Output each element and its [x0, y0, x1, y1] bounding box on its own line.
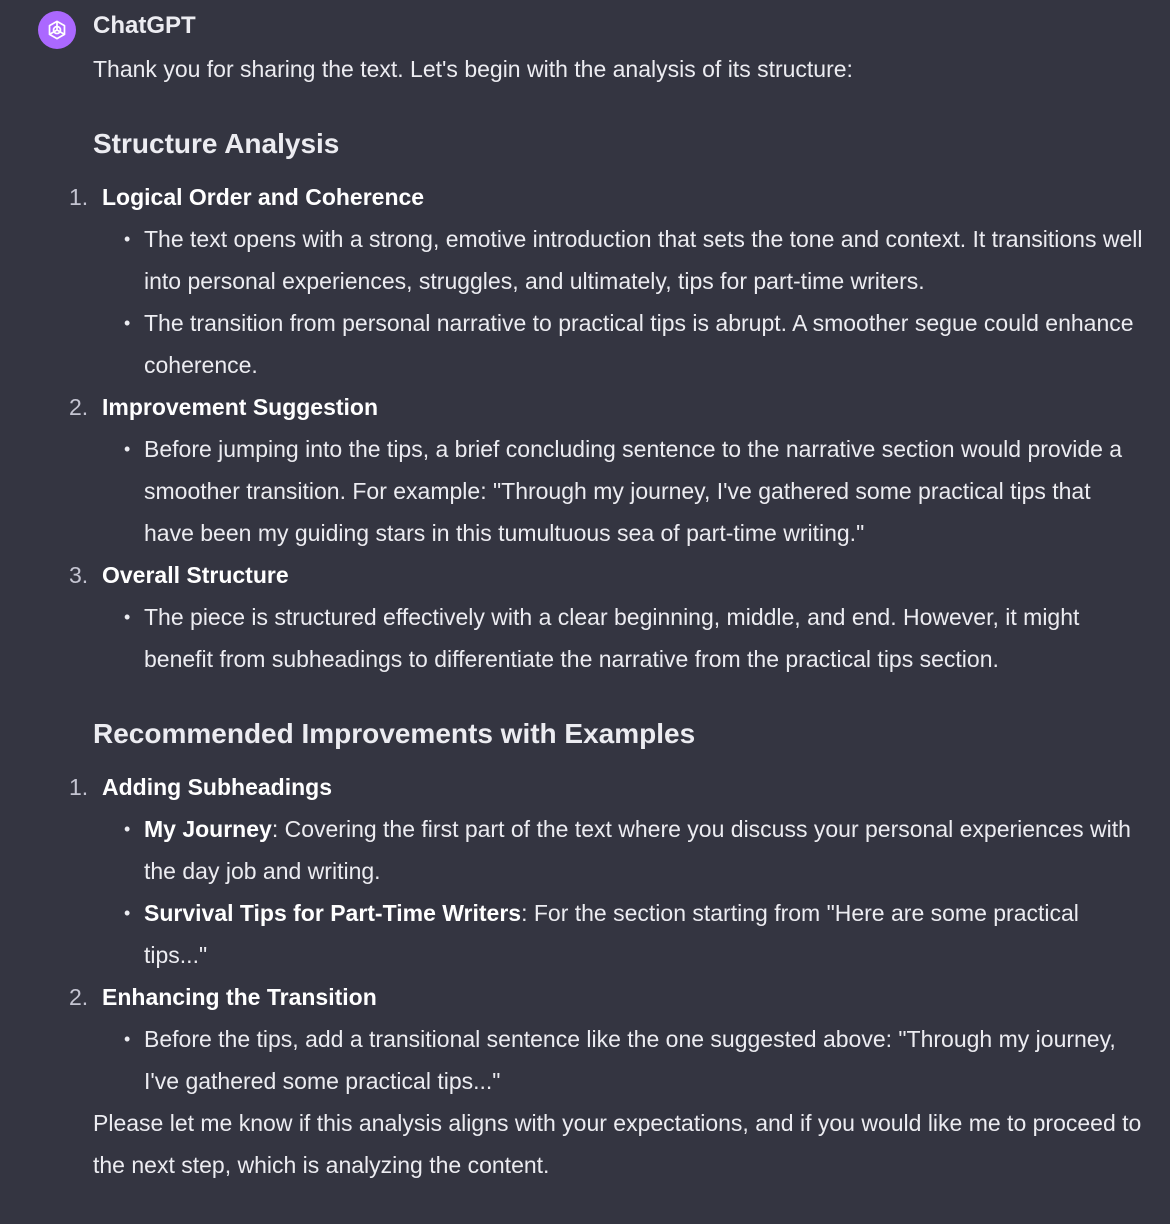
bullet-icon: • — [124, 607, 131, 627]
item-title: Adding Subheadings — [102, 774, 332, 800]
list-item — [69, 554, 1143, 680]
section-heading-structure-analysis: Structure Analysis — [93, 128, 340, 159]
closing-text: Please let me know if this analysis aligns with your expectations, and if you would like me to proceed to the next step, which is analyzing the content. — [93, 1110, 1142, 1178]
bullet-icon: • — [124, 229, 131, 249]
message-content — [69, 48, 1143, 1186]
bullet-text: The piece is structured effectively with a clear beginning, middle, and end. However, it might benefit from subheadings to differentiate the narrative from the practical tips section. — [144, 604, 1080, 672]
bullet-item — [124, 596, 1143, 680]
bullet-item — [124, 302, 1143, 386]
bullet-icon: • — [124, 819, 131, 839]
structure-analysis-list — [69, 176, 1143, 680]
bullet-icon: • — [124, 903, 131, 923]
list-number: 3. — [69, 562, 89, 588]
bullet-text: Before jumping into the tips, a brief concluding sentence to the narrative section would provide a smoother transition. For example: "Through my journey, I've gathered some practical tips that have been my guiding stars in this tumultuous sea of part-time writing." — [144, 436, 1123, 546]
bullet-item — [124, 428, 1143, 554]
bullet-bold-text: My Journey — [144, 816, 272, 842]
bullet-icon: • — [124, 313, 131, 333]
item-title: Enhancing the Transition — [102, 984, 377, 1010]
bullet-text: : For the section starting from "Here are some practical tips..." — [144, 900, 1079, 968]
list-item — [69, 176, 1143, 386]
item-title: Improvement Suggestion — [102, 394, 379, 420]
item-title: Logical Order and Coherence — [102, 184, 425, 210]
bullet-text: Before the tips, add a transitional sentence like the one suggested above: "Through my journey, I've gathered some practical tips..." — [144, 1026, 1116, 1094]
bullet-icon: • — [124, 439, 131, 459]
recommended-improvements-list — [69, 766, 1143, 1102]
list-number: 2. — [69, 984, 89, 1010]
bullet-item — [124, 808, 1143, 892]
list-number: 1. — [69, 774, 89, 800]
item-title: Overall Structure — [102, 562, 289, 588]
bullet-text: The transition from personal narrative to practical tips is abrupt. A smoother segue could enhance coherence. — [144, 310, 1134, 378]
list-item — [69, 386, 1143, 554]
bullet-icon: • — [124, 1029, 131, 1049]
bullet-item — [124, 1018, 1143, 1102]
openai-logo-icon — [44, 17, 70, 43]
list-number: 1. — [69, 184, 89, 210]
avatar — [38, 11, 76, 49]
bullet-item — [124, 892, 1143, 976]
bullet-text: : Covering the first part of the text where you discuss your personal experiences with the day job and writing. — [144, 816, 1131, 884]
list-item — [69, 976, 1143, 1102]
list-item — [69, 766, 1143, 976]
bullet-bold-text: Survival Tips for Part-Time Writers — [144, 900, 522, 926]
message-author: ChatGPT — [93, 12, 196, 39]
section-heading-recommended-improvements: Recommended Improvements with Examples — [93, 718, 696, 749]
bullet-text: The text opens with a strong, emotive introduction that sets the tone and context. It transitions well into personal experiences, struggles, and ultimately, tips for part-time writers. — [144, 226, 1143, 294]
bullet-item — [124, 218, 1143, 302]
intro-text: Thank you for sharing the text. Let's begin with the analysis of its structure: — [93, 56, 853, 82]
list-number: 2. — [69, 394, 89, 420]
